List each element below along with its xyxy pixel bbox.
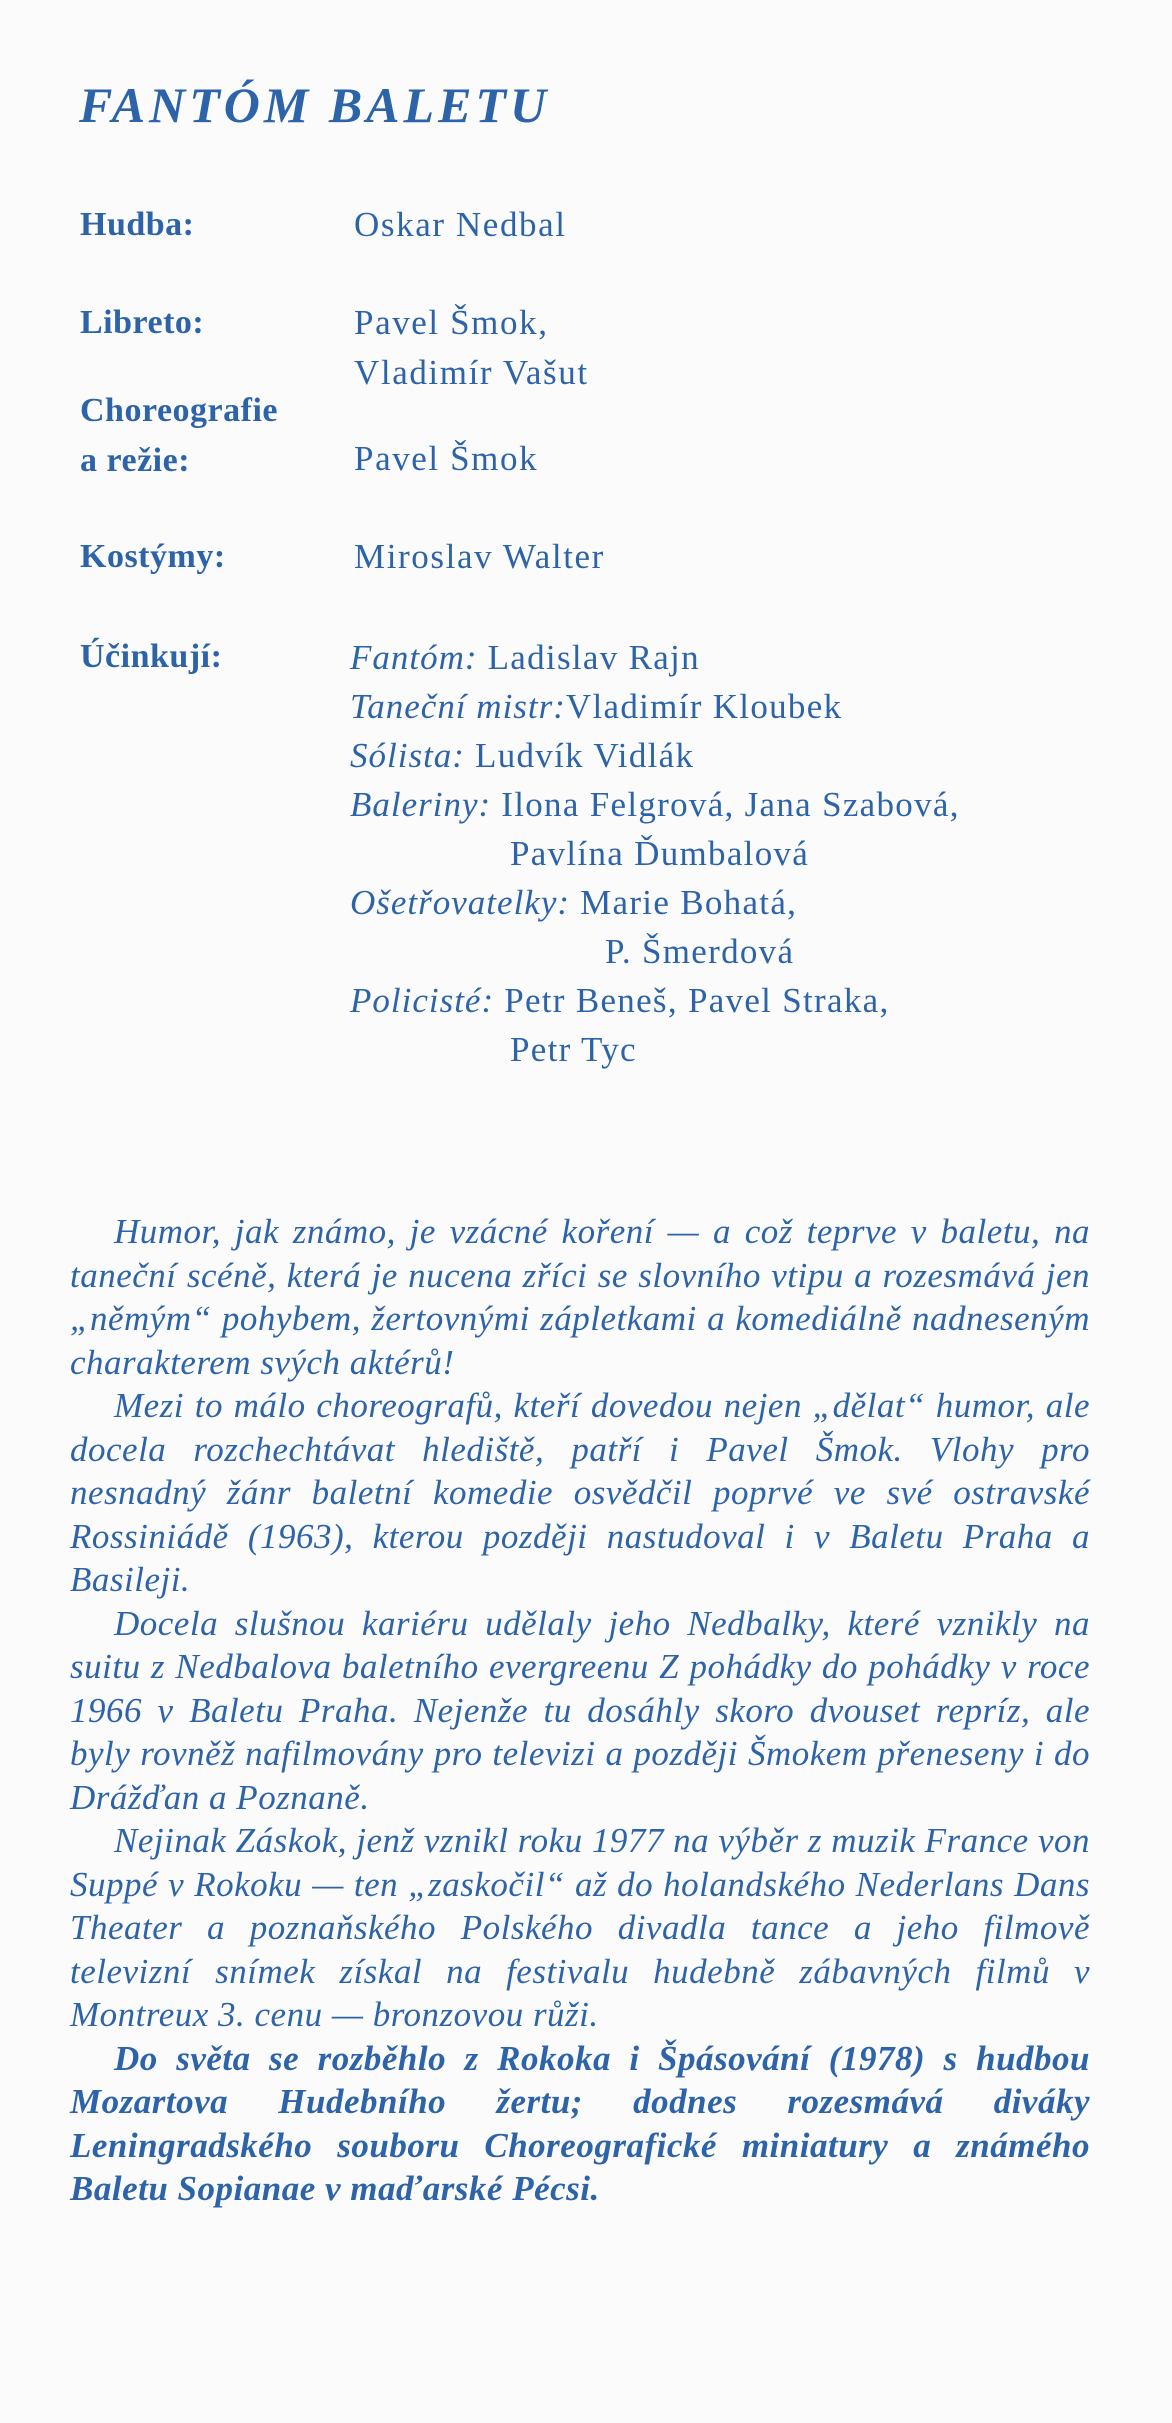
cast-names: Ladislav Rajn (487, 638, 700, 677)
cast-line-phantom (350, 633, 960, 682)
credit-label-libretto: Libreto: (80, 304, 205, 341)
cast-line-police (350, 976, 960, 1025)
cast-names: Petr Beneš, Pavel Straka, (504, 981, 890, 1020)
cast-role: Ošetřovatelky: (350, 883, 571, 922)
body-text (70, 1210, 1090, 2211)
cast-line-nurses-cont: P. Šmerdová (605, 932, 795, 971)
cast-line-police-cont: Petr Tyc (510, 1030, 637, 1069)
cast-line-ballerinas-cont: Pavlína Ďumbalová (510, 834, 810, 873)
credit-value-libretto: Pavel Šmok, Vladimír Vašut (354, 303, 589, 392)
page-title: FANTÓM BALETU (79, 77, 551, 133)
cast-names: Marie Bohatá, (580, 883, 798, 922)
cast-role: Taneční mistr: (350, 687, 566, 726)
paragraph-4: Nejinak Záskok, jenž vznikl roku 1977 na výběr z muzik France von Suppé v Rokoku — ten „zaskočil“ až do holandského Nederlans Dans Theater a poznaňského Polského divadla tance a jeho filmově televizní snímek získal na festivalu hudebně zábavných filmů v Montreux 3. cenu — bronzovou růži. (70, 1821, 1090, 2034)
credit-label-choreography: Choreografie a režie: (80, 392, 278, 479)
cast-role: Fantóm: (350, 638, 478, 677)
cast-role: Sólista: (350, 736, 465, 775)
credit-value-costumes: Miroslav Walter (354, 537, 605, 576)
credit-label-costumes: Kostýmy: (80, 538, 226, 575)
credit-value-choreography: Pavel Šmok (354, 439, 539, 478)
credit-label-music: Hudba: (80, 206, 195, 243)
cast-line-nurses (350, 878, 960, 927)
credit-value-music: Oskar Nedbal (354, 205, 567, 244)
cast-role: Policisté: (350, 981, 495, 1020)
cast-role: Baleriny: (350, 785, 492, 824)
paragraph-5: Do světa se rozběhlo z Rokoka i Špásování (1978) s hudbou Mozartova Hudebního žertu; dodnes rozesmává diváky Leningradského souboru Choreografické miniatury a známého Baletu Sopianae v maďarské Pécsi. (70, 2038, 1090, 2208)
cast-names: Vladimír Kloubek (565, 687, 843, 726)
paragraph-1: Humor, jak známo, je vzácné koření — a což teprve v baletu, na taneční scéně, která je nucena zříci se slovního vtipu a rozesmává jen „němým“ pohybem, žertovnými zápletkami a komediálně nadneseným charakterem svých aktérů! (70, 1212, 1090, 1382)
cast-names: Ludvík Vidlák (475, 736, 695, 775)
paragraph-2: Mezi to málo choreografů, kteří dovedou nejen „dělat“ humor, ale docela rozchechtávat hlediště, patří i Pavel Šmok. Vlohy pro nesnadný žánr baletní komedie osvědčil poprvé ve své ostravské Rossiniádě (1963), kterou později nastudoval i v Baletu Praha a Basileji. (70, 1386, 1090, 1599)
credit-label-cast: Účinkují: (80, 638, 223, 675)
cast-line-ballerinas (350, 780, 960, 829)
paragraph-3: Docela slušnou kariéru udělaly jeho Nedbalky, které vznikly na suitu z Nedbalova baletního evergreenu Z pohádky do pohádky v roce 1966 v Baletu Praha. Nejenže tu dosáhly skoro dvouset repríz, ale byly rovněž nafilmovány pro televizi a později Šmokem přeneseny i do Drážďan a Poznaně. (70, 1603, 1090, 1817)
cast-line-soloist (350, 731, 960, 780)
cast-line-dance-master (350, 682, 960, 731)
cast-names: Ilona Felgrová, Jana Szabová, (501, 785, 960, 824)
cast-list (350, 633, 960, 1074)
